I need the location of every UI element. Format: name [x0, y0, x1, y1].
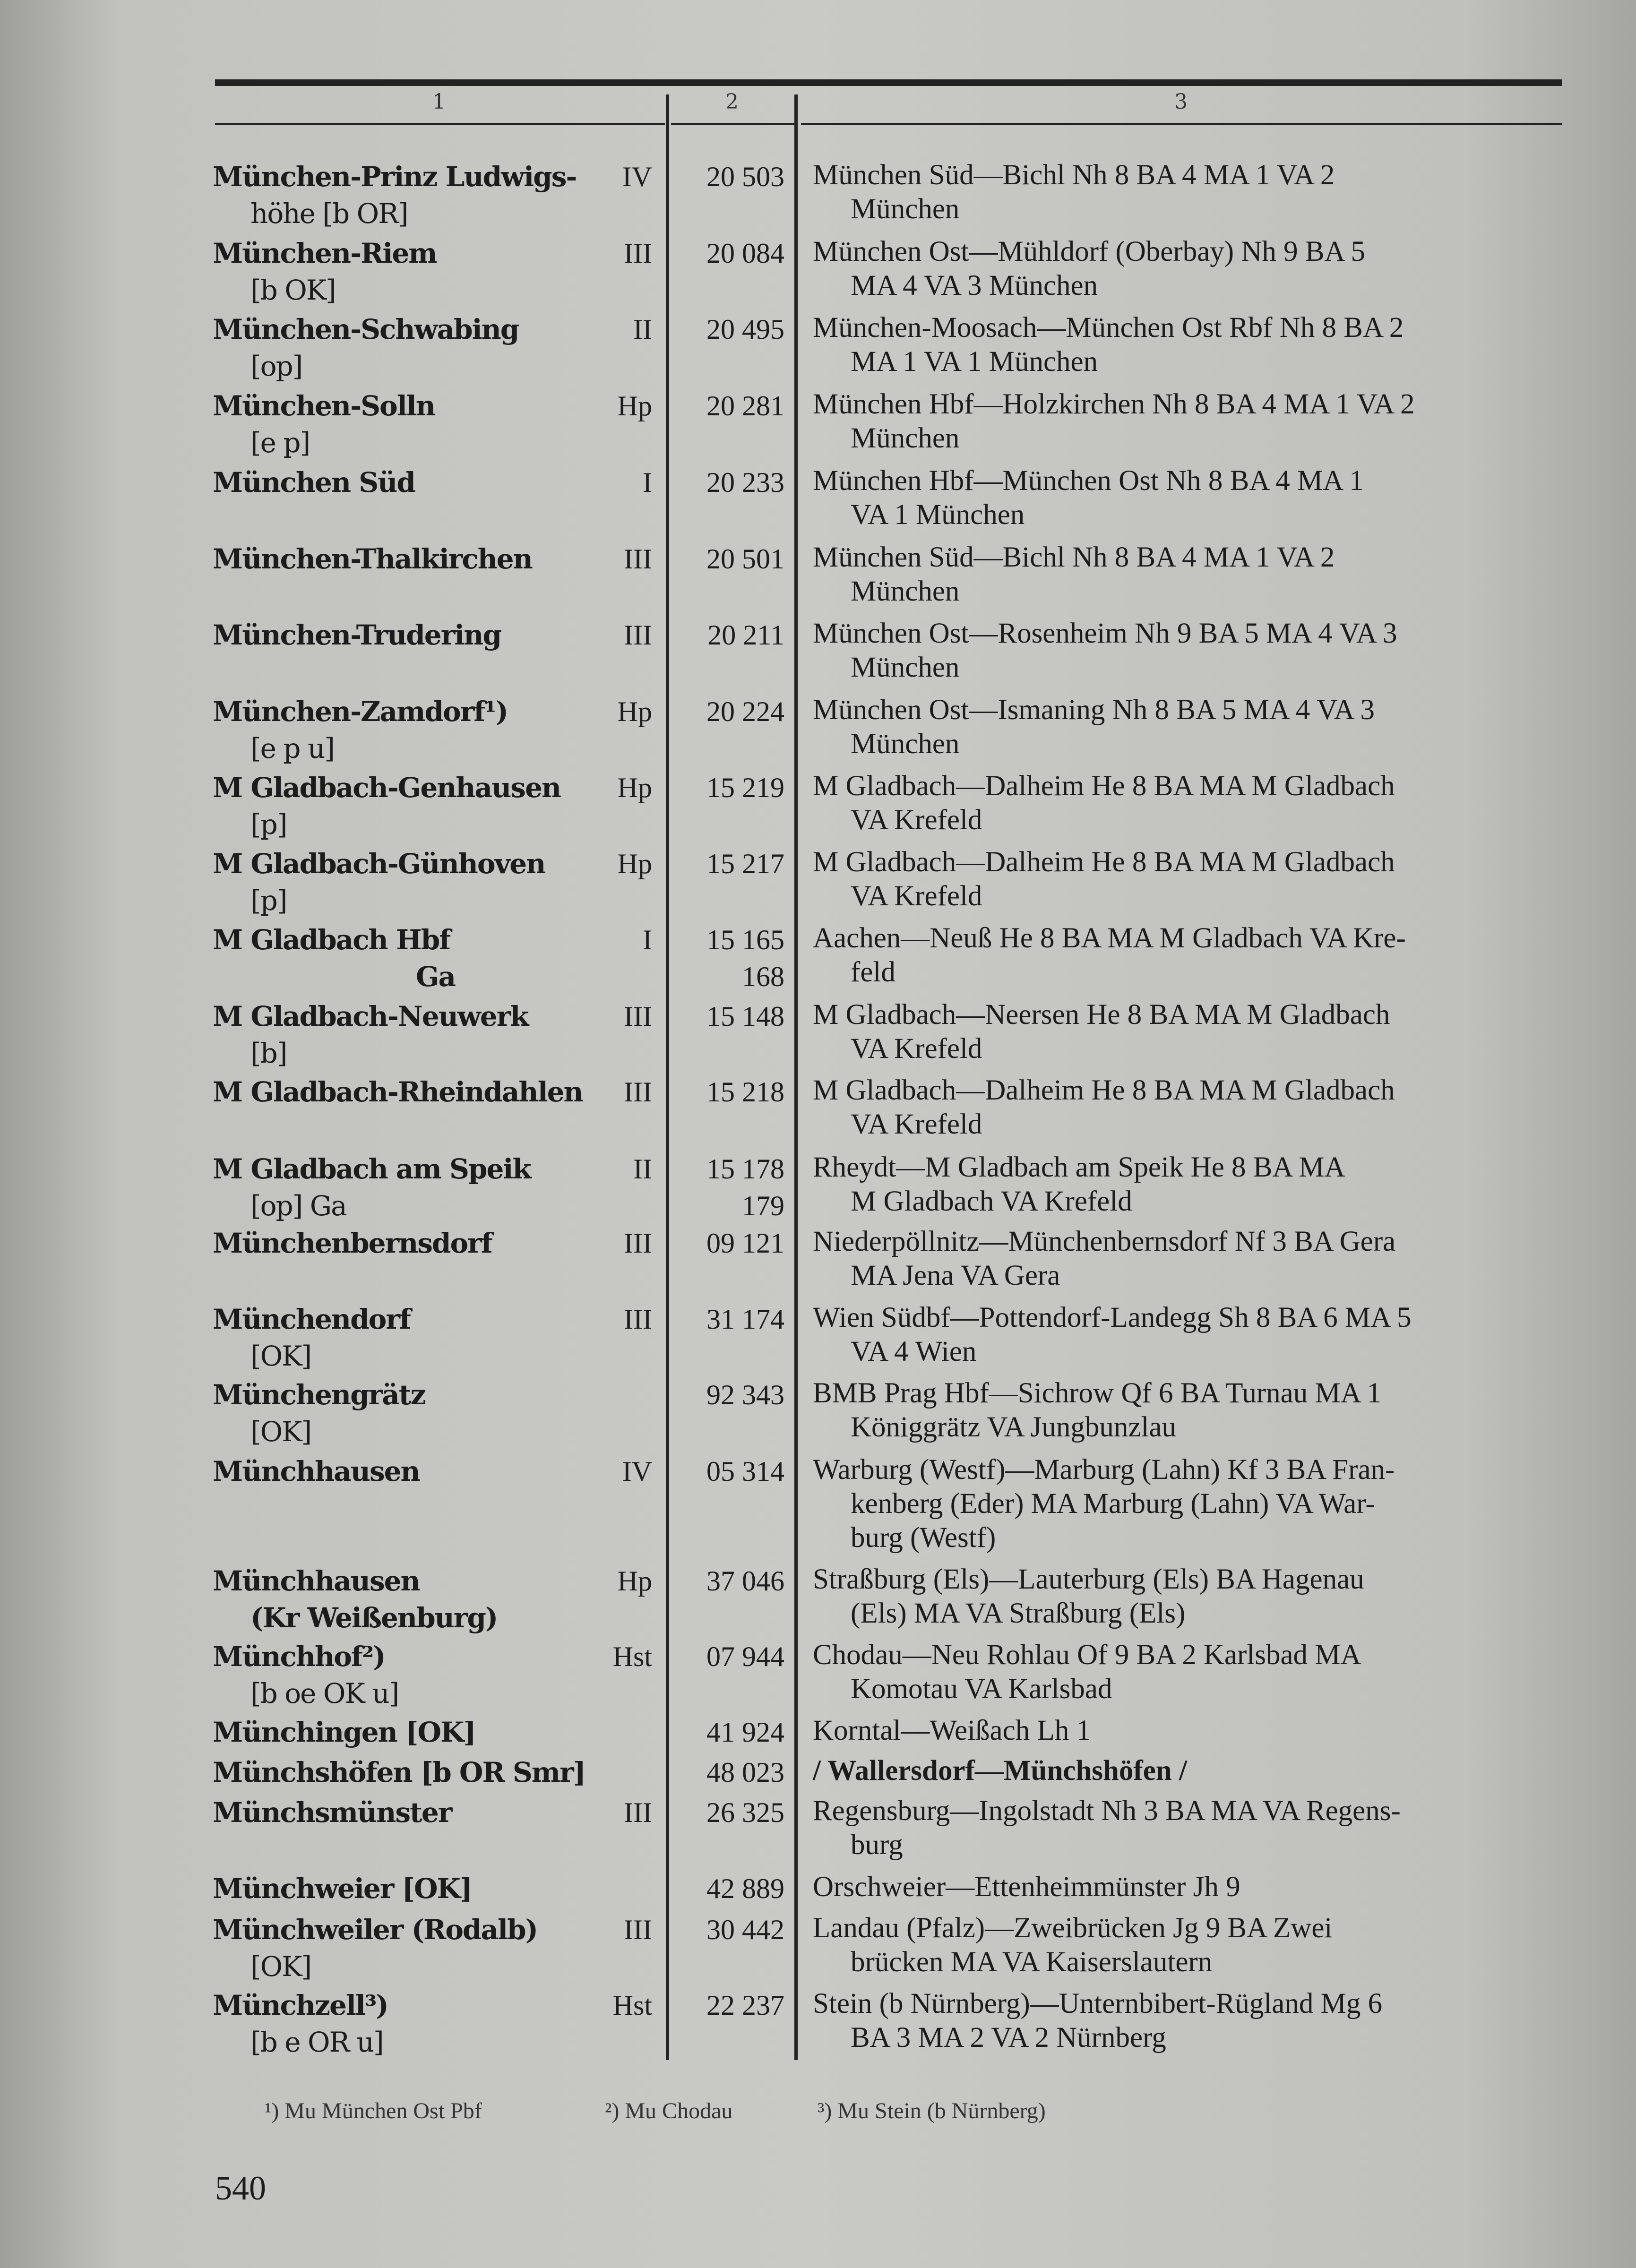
route-info: München Süd—Bichl Nh 8 BA 4 MA 1 VA 2 München — [813, 159, 1335, 225]
station-name: Münchhausen — [213, 1455, 420, 1487]
footnote: ¹) Mu München Ost Pbf — [265, 2098, 482, 2123]
station-class: III — [624, 238, 652, 269]
route-info: Wien Südbf—Pottendorf-Landegg Sh 8 BA 6 MA 5 VA 4 Wien — [813, 1302, 1412, 1367]
column-separator — [666, 94, 669, 2060]
route-info: Orschweier—Ettenheimmünster Jh 9 — [813, 1871, 1240, 1903]
station-class: III — [624, 543, 652, 575]
station-number: 20 084 — [706, 238, 784, 269]
station-number: 15 178 179 — [706, 1153, 784, 1221]
station-class: I — [643, 467, 652, 498]
route-info: BMB Prag Hbf—Sichrow Qf 6 BA Turnau MA 1 Königgrätz VA Jungbunzlau — [813, 1377, 1382, 1443]
station-class: Hp — [617, 390, 652, 421]
station-class: IV — [622, 1456, 652, 1487]
station-number: 09 121 — [706, 1228, 784, 1259]
route-info: München Ost—Rosenheim Nh 9 BA 5 MA 4 VA 3 München — [813, 618, 1397, 683]
route-info: Warburg (Westf)—Marburg (Lahn) Kf 3 BA Fran- kenberg (Eder) MA Marburg (Lahn) VA War- burg (Westf) — [813, 1454, 1395, 1554]
station-name: Münchingen [OK] — [213, 1716, 475, 1748]
station-class: Hst — [612, 1641, 652, 1672]
footnote: ³) Mu Stein (b Nürnberg) — [818, 2098, 1046, 2123]
route-info: München Süd—Bichl Nh 8 BA 4 MA 1 VA 2 München — [813, 541, 1335, 607]
station-number: 20 503 — [706, 161, 784, 192]
route-info: Niederpöllnitz—Münchenbernsdorf Nf 3 BA Gera MA Jena VA Gera — [813, 1226, 1396, 1291]
route-info: München Hbf—Holzkirchen Nh 8 BA 4 MA 1 VA 2 München — [813, 388, 1415, 454]
station-number: 15 165 168 — [706, 924, 784, 992]
station-name: München-Solln [e p] — [213, 390, 435, 459]
station-name: Münchhof²) [b oe OK u] — [213, 1641, 399, 1710]
station-class: III — [624, 1228, 652, 1259]
route-info: Korntal—Weißach Lh 1 — [813, 1715, 1091, 1746]
station-name: Münchweiler (Rodalb) [OK] — [213, 1914, 538, 1983]
station-name: Münchweier [OK] — [213, 1873, 472, 1905]
station-number: 22 237 — [706, 1990, 784, 2021]
route-info: M Gladbach—Dalheim He 8 BA MA M Gladbach VA Krefeld — [813, 846, 1395, 912]
station-name: München-Riem [b OK] — [213, 237, 437, 306]
route-info: Straßburg (Els)—Lauterburg (Els) BA Hagenau (Els) MA VA Straßburg (Els) — [813, 1564, 1364, 1629]
station-number: 41 924 — [706, 1717, 784, 1748]
route-info: Aachen—Neuß He 8 BA MA M Gladbach VA Kre- feld — [813, 922, 1406, 988]
station-number: 48 023 — [706, 1757, 784, 1788]
station-number: 31 174 — [706, 1304, 784, 1335]
header-rule — [801, 123, 1562, 125]
station-name: M Gladbach-Neuwerk [b] — [213, 1000, 528, 1069]
route-info: M Gladbach—Dalheim He 8 BA MA M Gladbach VA Krefeld — [813, 770, 1395, 836]
station-name: Münchhausen (Kr Weißenburg) — [213, 1565, 498, 1634]
station-class: Hp — [617, 696, 652, 727]
footnote: ²) Mu Chodau — [605, 2098, 733, 2123]
page-number: 540 — [215, 2169, 266, 2207]
station-name: München Süd — [213, 466, 415, 498]
station-number: 20 501 — [706, 543, 784, 575]
station-number: 15 148 — [706, 1001, 784, 1032]
station-number: 42 889 — [706, 1873, 784, 1904]
route-info: Landau (Pfalz)—Zweibrücken Jg 9 BA Zwei brücken MA VA Kaiserslautern — [813, 1912, 1333, 1978]
station-name: M Gladbach-Rheindahlen — [213, 1076, 583, 1108]
station-name: München-Zamdorf¹) [e p u] — [213, 696, 508, 765]
station-name: München-Prinz Ludwigs- höhe [b OR] — [213, 161, 577, 230]
station-name: München-Thalkirchen — [213, 543, 532, 575]
route-info: Rheydt—M Gladbach am Speik He 8 BA MA M Gladbach VA Krefeld — [813, 1151, 1345, 1217]
station-number: 30 442 — [706, 1914, 784, 1945]
station-name: M Gladbach-Günhoven [p] — [213, 848, 545, 917]
station-name: Münchenbernsdorf — [213, 1227, 492, 1259]
station-class: IV — [622, 161, 652, 192]
station-name: M Gladbach Hbf Ga — [213, 924, 456, 993]
station-class: Hp — [617, 1565, 652, 1597]
station-number: 20 281 — [706, 390, 784, 421]
station-number: 20 224 — [706, 696, 784, 727]
route-info: München Hbf—München Ost Nh 8 BA 4 MA 1 VA 1 München — [813, 465, 1364, 531]
station-name: M Gladbach am Speik [op] Ga — [213, 1153, 531, 1222]
column-number-3: 3 — [1174, 90, 1188, 114]
station-class: III — [624, 1076, 652, 1108]
station-number: 20 495 — [706, 314, 784, 345]
route-info: München-Moosach—München Ost Rbf Nh 8 BA 2 MA 1 VA 1 München — [813, 312, 1404, 378]
route-info: / Wallersdorf—Münchshöfen / — [813, 1755, 1187, 1787]
route-info: M Gladbach—Dalheim He 8 BA MA M Gladbach VA Krefeld — [813, 1074, 1395, 1140]
station-name: Münchendorf [OK] — [213, 1303, 410, 1372]
station-number: 15 217 — [706, 848, 784, 879]
station-class: III — [624, 1914, 652, 1945]
station-name: Münchzell³) [b e OR u] — [213, 1989, 388, 2058]
route-info: München Ost—Ismaning Nh 8 BA 5 MA 4 VA 3 München — [813, 694, 1375, 760]
station-number: 37 046 — [706, 1565, 784, 1597]
station-class: Hp — [617, 772, 652, 803]
station-number: 20 233 — [706, 467, 784, 498]
route-info: Regensburg—Ingolstadt Nh 3 BA MA VA Regens- burg — [813, 1795, 1401, 1861]
station-number: 92 343 — [706, 1379, 784, 1410]
station-class: Hp — [617, 848, 652, 879]
station-number: 15 218 — [706, 1076, 784, 1108]
station-name: München-Trudering — [213, 619, 501, 651]
station-class: III — [624, 1304, 652, 1335]
station-number: 26 325 — [706, 1797, 784, 1828]
station-name: München-Schwabing [op] — [213, 313, 519, 382]
route-info: München Ost—Mühldorf (Oberbay) Nh 9 BA 5 MA 4 VA 3 München — [813, 236, 1366, 301]
station-name: Münchengrätz [OK] — [213, 1379, 425, 1448]
station-number: 20 211 — [707, 619, 784, 651]
station-class: III — [624, 619, 652, 651]
station-class: I — [643, 924, 652, 955]
station-class: III — [624, 1001, 652, 1032]
station-class: II — [633, 1153, 652, 1185]
header-rule — [215, 123, 665, 125]
station-number: 07 944 — [706, 1641, 784, 1672]
station-name: Münchshöfen [b OR Smr] — [213, 1756, 586, 1788]
route-info: Chodau—Neu Rohlau Of 9 BA 2 Karlsbad MA Komotau VA Karlsbad — [813, 1639, 1361, 1705]
station-number: 05 314 — [706, 1456, 784, 1487]
route-info: Stein (b Nürnberg)—Unternbibert-Rügland Mg 6 BA 3 MA 2 VA 2 Nürnberg — [813, 1988, 1383, 2053]
station-class: Hst — [612, 1990, 652, 2021]
route-info: M Gladbach—Neersen He 8 BA MA M Gladbach VA Krefeld — [813, 999, 1390, 1065]
station-class: III — [624, 1797, 652, 1828]
column-separator — [794, 94, 798, 2060]
station-name: M Gladbach-Genhausen [p] — [213, 772, 561, 841]
station-number: 15 219 — [706, 772, 784, 803]
column-number-1: 1 — [432, 90, 446, 114]
top-rule — [215, 79, 1562, 86]
station-name: Münchsmünster — [213, 1796, 452, 1829]
station-class: II — [633, 314, 652, 345]
header-rule — [671, 123, 795, 125]
column-number-2: 2 — [725, 90, 739, 114]
